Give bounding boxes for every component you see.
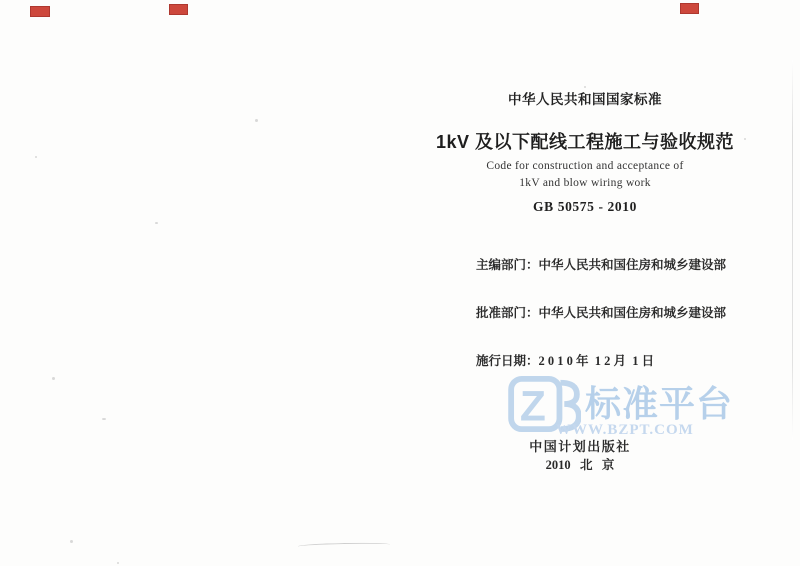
scan-speck [52,377,55,380]
document-title: 1kV 及以下配线工程施工与验收规范 [435,132,735,152]
chief-editor-dept-line: 主编部门：中华人民共和国住房和城乡建设部 [476,258,727,272]
page-bottom-edge-artifact [298,542,390,549]
english-subtitle-line1: Code for construction and acceptance of [486,160,684,172]
standard-number: GB 50575 - 2010 [533,199,637,214]
department-info-block [476,225,736,401]
scan-speck [155,222,158,224]
red-scan-mark [169,4,188,15]
watermark-url: WWW.BZPT.COM [556,422,694,438]
scan-speck [102,418,106,420]
red-scan-mark [680,3,699,14]
watermark-text: 标准平台 [585,383,734,424]
publisher-name: 中国计划出版社 [529,439,631,454]
publication-year-city: 2010 北 京 [545,458,615,472]
standard-category-heading: 中华人民共和国国家标准 [508,92,662,107]
english-subtitle-line2: 1kV and blow wiring work [519,177,651,189]
approval-dept-line: 批准部门：中华人民共和国住房和城乡建设部 [476,306,727,320]
scan-speck [117,562,119,564]
scan-speck [70,540,73,543]
red-scan-mark [30,6,50,17]
page-edge-shadow [792,60,793,440]
svg-text:Z: Z [519,382,546,431]
scan-speck [255,119,258,122]
effective-date-line: 施行日期：2 0 1 0 年 1 2 月 1 日 [476,354,655,368]
scan-speck [35,156,37,158]
